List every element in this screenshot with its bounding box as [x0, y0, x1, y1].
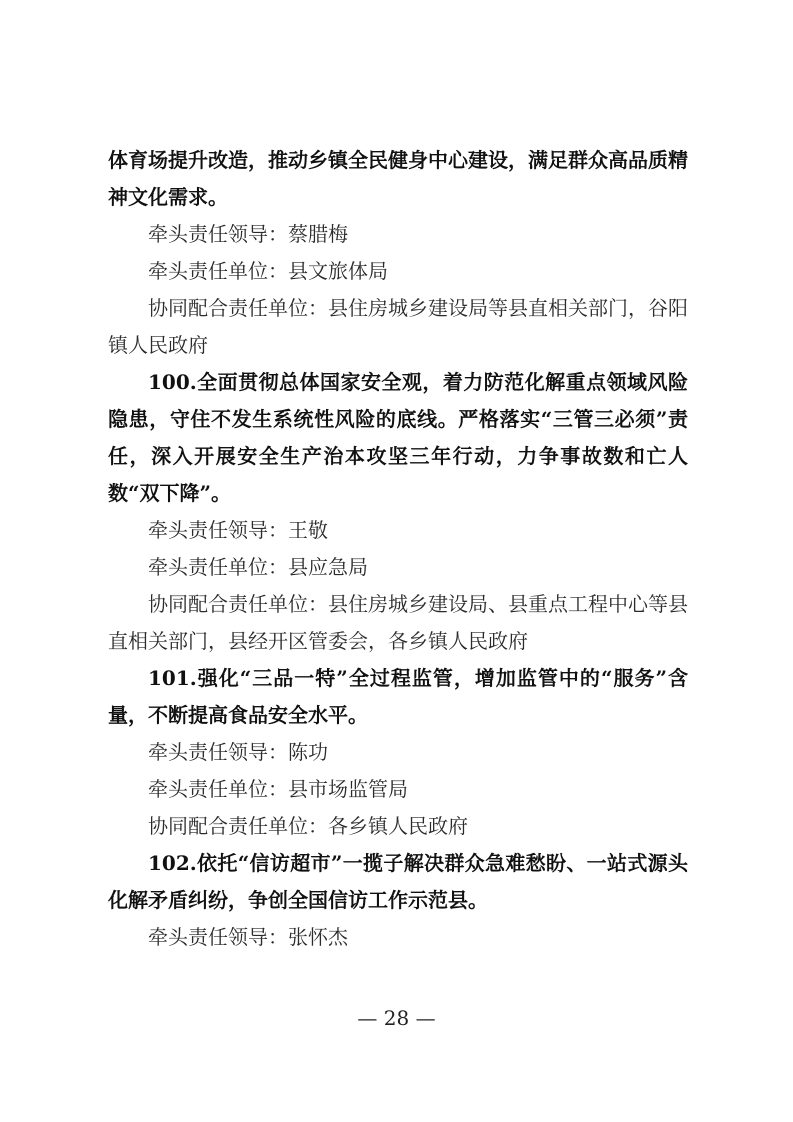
coop-units: 协同配合责任单位：县住房城乡建设局等县直相关部门，谷阳镇人民政府: [108, 296, 688, 357]
paragraph-continuation: 体育场提升改造，推动乡镇全民健身中心建设，满足群众高品质精神文化需求。: [108, 148, 688, 209]
coop-units: 协同配合责任单位：县住房城乡建设局、县重点工程中心等县直相关部门，县经开区管委会，各乡镇人民政府: [108, 592, 688, 653]
lead-leader: 牵头责任领导：王敬: [148, 518, 328, 542]
coop-units: 协同配合责任单位：各乡镇人民政府: [148, 814, 468, 838]
item-100: 100.全面贯彻总体国家安全观，着力防范化解重点领域风险隐患，守住不发生系统性风险的底线。严格落实“三管三必须”责任，深入开展安全生产治本攻坚三年行动，力争事故数和亡人数“双下降”。: [108, 370, 688, 505]
page-body: [108, 142, 688, 956]
lead-leader: 牵头责任领导：蔡腊梅: [148, 222, 348, 246]
page-number: — 28 —: [357, 1006, 436, 1030]
lead-leader: 牵头责任领导：张怀杰: [148, 925, 348, 949]
item-101: 101.强化“三品一特”全过程监管，增加监管中的“服务”含量，不断提高食品安全水平。: [108, 666, 688, 727]
item-102: 102.依托“信访超市”一揽子解决群众急难愁盼、一站式源头化解矛盾纠纷，争创全国信访工作示范县。: [108, 851, 688, 912]
lead-unit: 牵头责任单位：县市场监管局: [148, 777, 408, 801]
lead-unit: 牵头责任单位：县文旅体局: [148, 259, 388, 283]
lead-leader: 牵头责任领导：陈功: [148, 740, 328, 764]
lead-unit: 牵头责任单位：县应急局: [148, 555, 368, 579]
